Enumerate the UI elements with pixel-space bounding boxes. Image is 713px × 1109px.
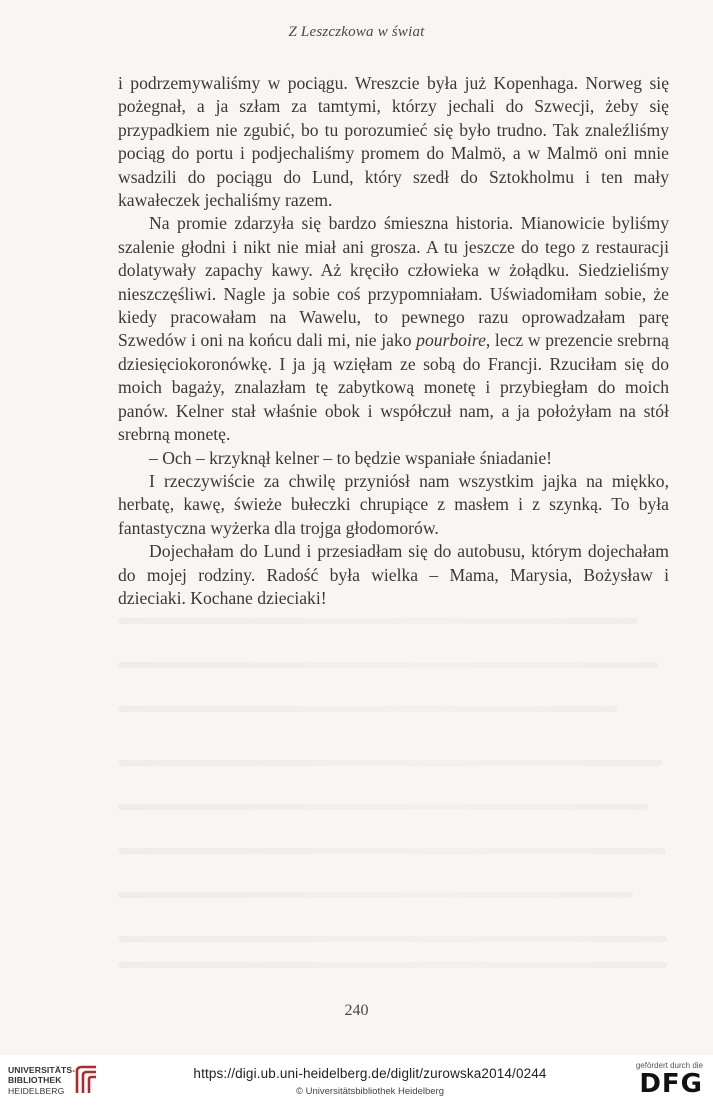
paragraph-2 [118, 212, 669, 446]
viewer-footer [0, 1055, 713, 1109]
italic-word: pourboire [416, 330, 486, 351]
dfg-wordmark: DFG [639, 1069, 703, 1099]
show-through-line [118, 962, 667, 968]
paragraph-2-text-end: , lecz w prezencie srebrną dziesięciokoronówkę. I ja ją wzięłam ze sobą do Francji. Rzuciłam się do moich bagaży, znalazłam tę zabytkową monetę i przybiegłam do moich panów. Kelner stał właśnie obok i współczuł nam, a ja położyłam na stół srebrną monetę. [118, 330, 669, 445]
library-name [8, 1065, 75, 1096]
funding-note: gefördert durch die [635, 1061, 703, 1070]
library-name-line3: HEIDELBERG [8, 1085, 65, 1096]
show-through-line [118, 848, 666, 854]
show-through-line [118, 936, 667, 942]
show-through-line [118, 618, 638, 624]
show-through-line [118, 804, 648, 810]
copyright-notice: © Universitätsbibliothek Heidelberg [296, 1086, 444, 1097]
paragraph-3 [118, 447, 669, 470]
funder-logo[interactable] [625, 1061, 703, 1105]
paragraph-1 [118, 72, 669, 212]
library-name-line1: UNIVERSITÄTS- [8, 1065, 76, 1075]
paragraph-3-text: – Och – krzyknął kelner – to będzie wspaniałe śniadanie! [149, 447, 553, 468]
permalink-url[interactable]: https://digi.ub.uni-heidelberg.de/diglit/zurowska2014/0244 [193, 1066, 547, 1081]
paragraph-2-text-start: Na promie zdarzyła się bardzo śmieszna historia. Mianowicie byliśmy szalenie głodni i nikt nie miał ani grosza. A tu jeszcze do tego z restauracji dolatywały zapachy kawy. Aż kręciło człowieka w żołądku. Siedzieliśmy nieszczęśliwi. Nagle ja sobie coś przypomniałam. Uświadomiłam sobie, że kiedy pracowałam na Wawelu, to pewnego razu oprowadzałam parę Szwedów i oni na końcu dali mi, nie jako [118, 213, 669, 351]
show-through-line [118, 662, 658, 668]
library-name-line2: BIBLIOTHEK [8, 1075, 62, 1086]
body-text [118, 72, 669, 610]
page-number: 240 [344, 1002, 369, 1019]
show-through-line [118, 892, 633, 898]
show-through-line [118, 706, 618, 712]
paragraph-1-text: i podrzemywaliśmy w pociągu. Wreszcie była już Kopenhaga. Norweg się pożegnał, a ja szłam za tamtymi, którzy jechali do Szwecji, żeby się przypadkiem nie zgubić, bo tu porozumieć się było trudno. Tak znaleźliśmy pociąg do portu i podjechaliśmy promem do Malmö, a w Malmö oni mnie wsadzili do pociągu do Lund, który szedł do Sztokholmu i ten mały kawałeczek jechaliśmy razem. [118, 73, 669, 211]
library-logo[interactable] [8, 1065, 100, 1101]
paragraph-5-text: Dojechałam do Lund i przesiadłam się do autobusu, którym dojechałam do mojej rodziny. Radość była wielka – Mama, Marysia, Bożysław i dzieciaki. Kochane dzieciaki! [118, 541, 669, 608]
show-through-line [118, 760, 663, 766]
paragraph-5 [118, 540, 669, 610]
paragraph-4-text: I rzeczywiście za chwilę przyniósł nam wszystkim jajka na miękko, herbatę, kawę, świeże bułeczki chrupiące z masłem i z szynką. To była fantastyczna wyżerka dla trojga głodomorów. [118, 470, 669, 538]
running-head: Z Leszczkowa w świat [288, 24, 425, 40]
paragraph-4 [118, 470, 669, 540]
library-emblem-icon [74, 1065, 100, 1095]
